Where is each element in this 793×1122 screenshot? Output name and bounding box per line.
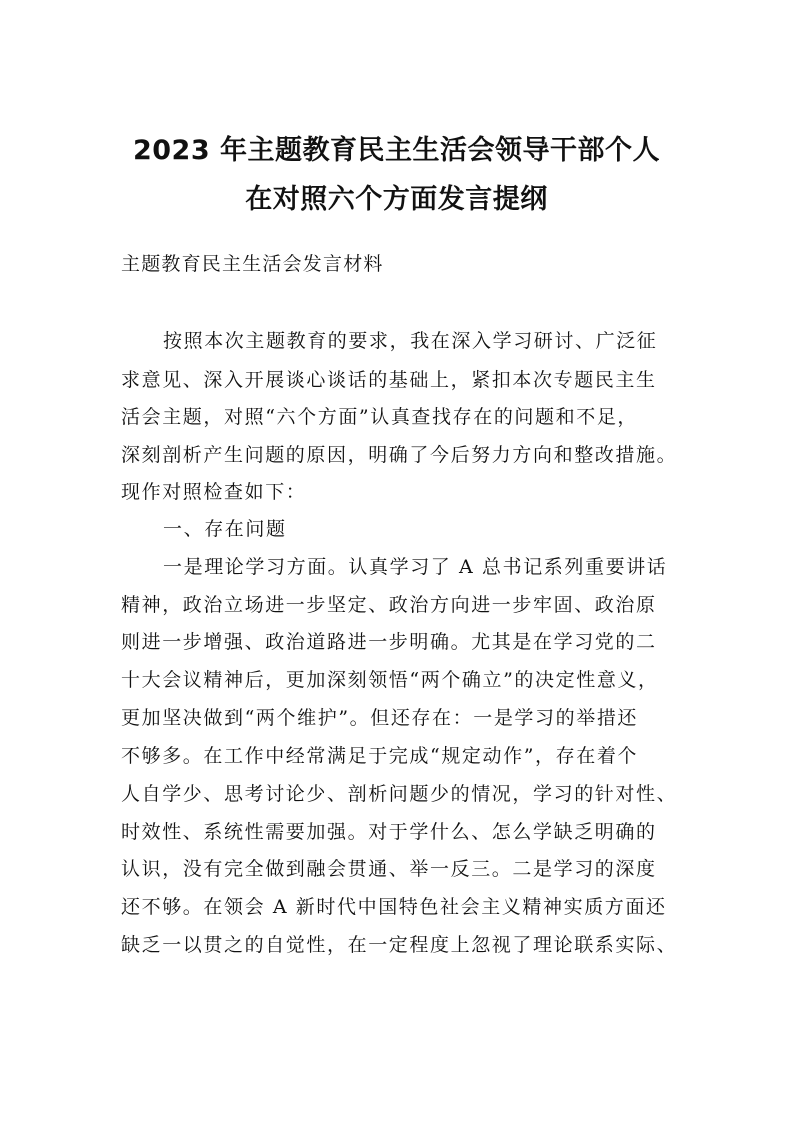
body-line: 活会主题，对照“六个方面”认真查找存在的问题和不足， <box>121 406 639 428</box>
body-line: 现作对照检查如下： <box>121 481 307 503</box>
body-line: 缺乏一以贯之的自觉性，在一定程度上忽视了理论联系实际、 <box>121 934 678 956</box>
document-title-line-2: 在对照六个方面发言提纲 <box>245 184 548 215</box>
body-line: 精神，政治立场进一步坚定、政治方向进一步牢固、政治原 <box>121 594 657 616</box>
body-line: 求意见、深入开展谈心谈话的基础上，紧扣本次专题民主生 <box>121 369 657 391</box>
body-line: 时效性、系统性需要加强。对于学什么、怎么学缺乏明确的 <box>121 821 657 843</box>
body-line: 十大会议精神后，更加深刻领悟“两个确立”的决定性意义， <box>121 669 659 691</box>
body-line: 则进一步增强、政治道路进一步明确。尤其是在学习党的二 <box>121 631 657 653</box>
document-title-line-1: 2023 年主题教育民主生活会领导干部个人 <box>132 135 661 166</box>
body-line: 深刻剖析产生问题的原因，明确了今后努力方向和整改措施。 <box>121 444 678 466</box>
body-line: 不够多。在工作中经常满足于完成“规定动作”，存在着个 <box>121 745 639 767</box>
document-subtitle: 主题教育民主生活会发言材料 <box>121 253 384 275</box>
body-line: 更加坚决做到“两个维护”。但还存在：一是学习的举措还 <box>121 707 639 729</box>
body-line: 一是理论学习方面。认真学习了 A 总书记系列重要讲话 <box>163 556 668 578</box>
body-line: 认识，没有完全做到融会贯通、举一反三。二是学习的深度 <box>121 858 657 880</box>
section-heading: 一、存在问题 <box>163 518 287 540</box>
body-line: 按照本次主题教育的要求，我在深入学习研讨、广泛征 <box>163 330 658 352</box>
body-line: 还不够。在领会 A 新时代中国特色社会主义精神实质方面还 <box>121 896 667 918</box>
body-line: 人自学少、思考讨论少、剖析问题少的情况，学习的针对性、 <box>121 783 678 805</box>
